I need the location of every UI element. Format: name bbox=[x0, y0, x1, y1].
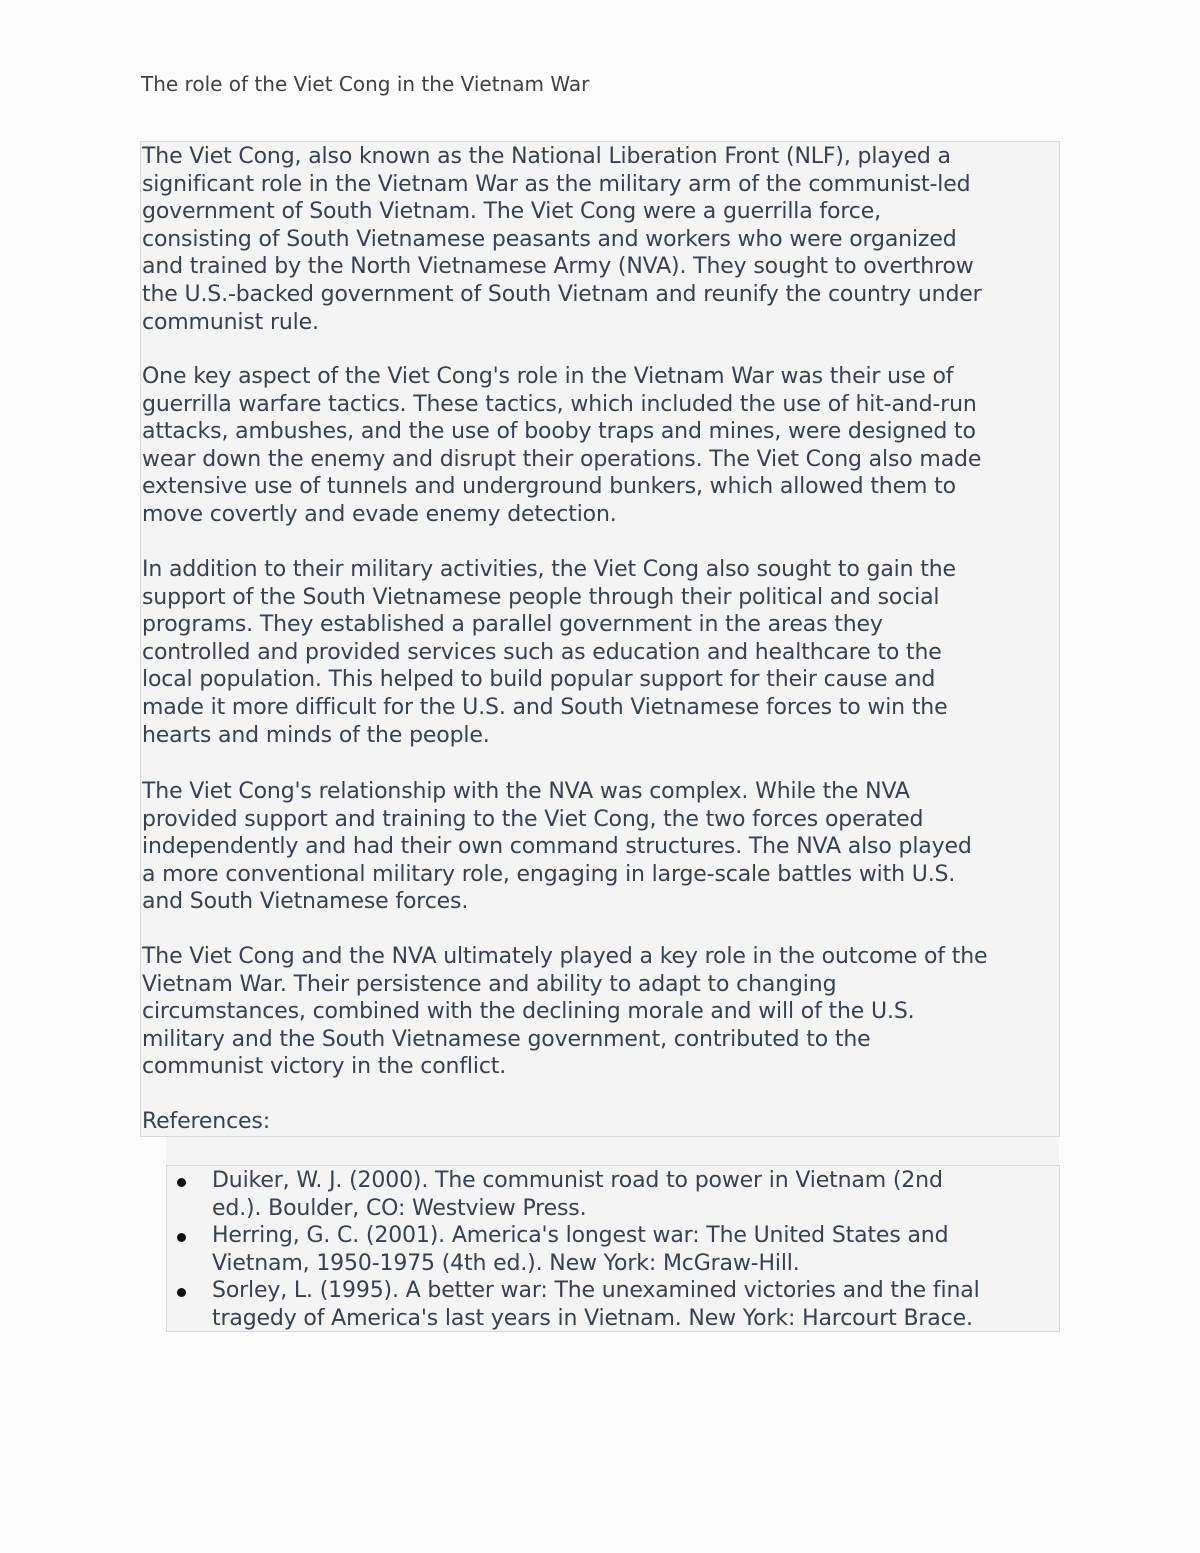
text-line: Vietnam War. Their persistence and ability to adapt to changing bbox=[142, 971, 837, 997]
text-line: Vietnam, 1950-1975 (4th ed.). New York: McGraw-Hill. bbox=[212, 1250, 800, 1276]
references-heading bbox=[141, 1108, 1060, 1136]
text-line: and trained by the North Vietnamese Army (NVA). They sought to overthrow bbox=[142, 254, 974, 280]
text-line: ed.). Boulder, CO: Westview Press. bbox=[212, 1195, 587, 1221]
text-line: tragedy of America's last years in Vietnam. New York: Harcourt Brace. bbox=[212, 1305, 973, 1331]
bullet-icon bbox=[177, 1233, 186, 1242]
reference-spacer bbox=[166, 1137, 1059, 1165]
text-line: Herring, G. C. (2001). America's longest war: The United States and bbox=[212, 1223, 949, 1248]
references-list bbox=[166, 1165, 1060, 1332]
text-line: In addition to their military activities, the Viet Cong also sought to gain the bbox=[142, 557, 956, 582]
text-line: programs. They established a parallel government in the areas they bbox=[142, 612, 883, 638]
text-line: communist victory in the conflict. bbox=[142, 1054, 507, 1080]
text-line: government of South Vietnam. The Viet Cong were a guerrilla force, bbox=[142, 199, 881, 225]
paragraph bbox=[141, 143, 1060, 336]
text-line: significant role in the Vietnam War as the military arm of the communist-led bbox=[142, 171, 971, 197]
bullet-icon bbox=[177, 1178, 186, 1187]
references-heading-text: References: bbox=[142, 1109, 271, 1134]
text-line: circumstances, combined with the declining morale and will of the U.S. bbox=[142, 999, 915, 1025]
paragraph bbox=[141, 778, 1060, 916]
reference-text bbox=[212, 1277, 1057, 1332]
text-line: a more conventional military role, engaging in large-scale battles with U.S. bbox=[142, 861, 956, 887]
bullet-icon bbox=[177, 1288, 186, 1297]
reference-text bbox=[212, 1222, 1057, 1277]
text-line: move covertly and evade enemy detection. bbox=[142, 501, 617, 527]
essay-body bbox=[140, 141, 1060, 1137]
text-line: wear down the enemy and disrupt their operations. The Viet Cong also made bbox=[142, 446, 982, 472]
text-line: consisting of South Vietnamese peasants and workers who were organized bbox=[142, 226, 957, 252]
text-line: One key aspect of the Viet Cong's role in the Vietnam War was their use of bbox=[142, 364, 954, 389]
text-line: the U.S.-backed government of South Vietnam and reunify the country under bbox=[142, 281, 982, 307]
paragraph bbox=[141, 363, 1060, 529]
document-title: The role of the Viet Cong in the Vietnam War bbox=[141, 72, 590, 96]
text-line: communist rule. bbox=[142, 309, 319, 335]
paragraph bbox=[141, 943, 1060, 1081]
text-line: Duiker, W. J. (2000). The communist road to power in Vietnam (2nd bbox=[212, 1168, 943, 1193]
text-line: The Viet Cong and the NVA ultimately played a key role in the outcome of the bbox=[142, 944, 988, 969]
paragraph bbox=[141, 556, 1060, 749]
text-line: controlled and provided services such as education and healthcare to the bbox=[142, 639, 942, 665]
text-line: independently and had their own command structures. The NVA also played bbox=[142, 834, 972, 860]
text-line: attacks, ambushes, and the use of booby traps and mines, were designed to bbox=[142, 419, 976, 445]
reference-text bbox=[212, 1167, 1057, 1222]
text-line: provided support and training to the Viet Cong, the two forces operated bbox=[142, 806, 924, 832]
text-line: Sorley, L. (1995). A better war: The unexamined victories and the final bbox=[212, 1278, 980, 1303]
text-line: local population. This helped to build popular support for their cause and bbox=[142, 667, 936, 693]
text-line: military and the South Vietnamese government, contributed to the bbox=[142, 1026, 871, 1052]
text-line: The Viet Cong, also known as the National Liberation Front (NLF), played a bbox=[142, 144, 951, 169]
text-line: and South Vietnamese forces. bbox=[142, 889, 469, 915]
text-line: The Viet Cong's relationship with the NVA was complex. While the NVA bbox=[142, 779, 910, 804]
text-line: made it more difficult for the U.S. and South Vietnamese forces to win the bbox=[142, 694, 948, 720]
text-line: support of the South Vietnamese people through their political and social bbox=[142, 584, 940, 610]
text-line: extensive use of tunnels and underground bunkers, which allowed them to bbox=[142, 474, 956, 500]
text-line: hearts and minds of the people. bbox=[142, 722, 490, 748]
text-line: guerrilla warfare tactics. These tactics, which included the use of hit-and-run bbox=[142, 391, 977, 417]
